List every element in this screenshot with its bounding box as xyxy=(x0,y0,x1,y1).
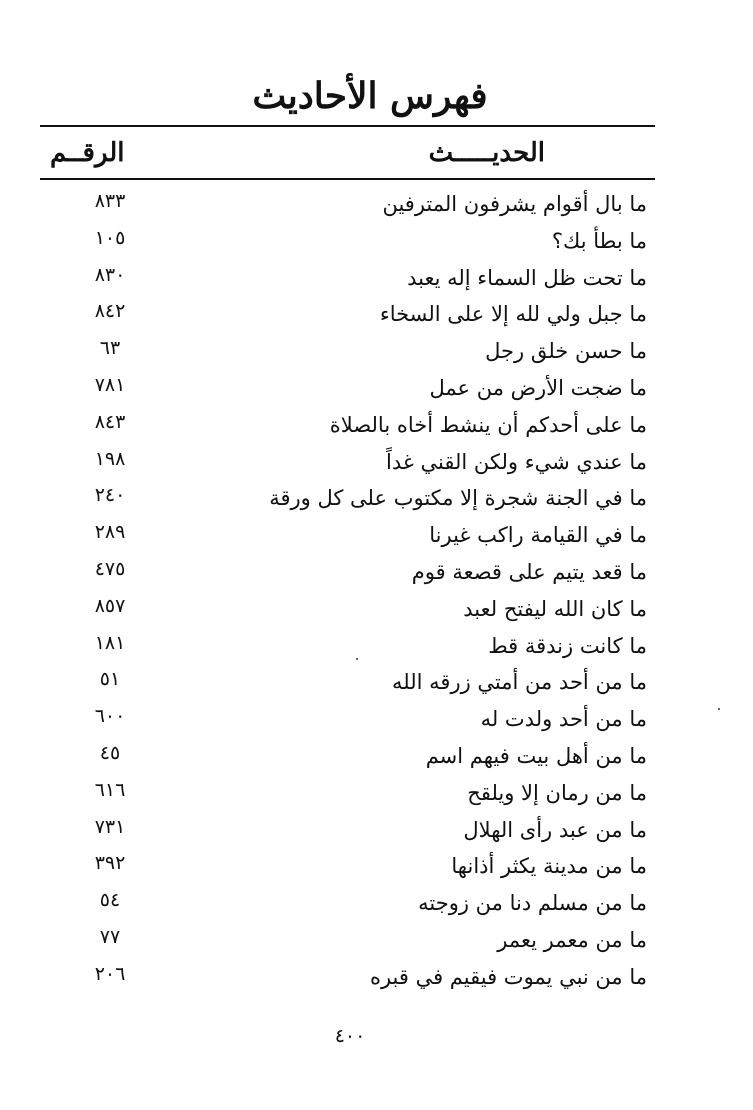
hadith-number: ١٠٥ xyxy=(94,226,126,249)
index-row xyxy=(40,664,655,701)
hadith-text: ما كان الله ليفتح لعبد xyxy=(463,596,647,621)
hadith-number: ٨٣٠ xyxy=(94,263,126,286)
index-row xyxy=(40,738,655,775)
hadith-text: ما في القيامة راكب غيرنا xyxy=(429,523,647,548)
hadith-text: ما من أحد ولدت له xyxy=(480,707,647,732)
print-speck xyxy=(356,658,358,660)
hadith-text: ما ضجت الأرض من عمل xyxy=(429,375,647,400)
index-row xyxy=(40,296,655,333)
index-row xyxy=(40,701,655,738)
hadith-number: ٦١٦ xyxy=(94,778,126,801)
index-row xyxy=(40,480,655,517)
hadith-number: ٨٣٣ xyxy=(94,190,126,212)
hadith-number: ٢٤٠ xyxy=(94,484,126,507)
index-row xyxy=(40,812,655,849)
hadith-number: ١٨١ xyxy=(94,631,126,654)
hadith-number: ٨٤٣ xyxy=(94,410,126,433)
hadith-number: ٧٧ xyxy=(99,925,121,948)
print-speck xyxy=(718,708,720,710)
hadith-number: ٦٣ xyxy=(99,337,121,360)
hadith-number: ٧٣١ xyxy=(94,815,126,838)
hadith-number: ١٩٨ xyxy=(94,447,126,470)
hadith-text: ما حسن خلق رجل xyxy=(485,339,647,364)
header-bottom-rule xyxy=(40,178,655,180)
hadith-text: ما عندي شيء ولكن القني غداً xyxy=(386,449,647,474)
index-row xyxy=(40,333,655,370)
index-row xyxy=(40,775,655,812)
index-row xyxy=(40,591,655,628)
hadith-text: ما تحت ظل السماء إله يعبد xyxy=(407,265,647,290)
hadith-number: ٨٥٧ xyxy=(94,594,126,617)
hadith-number: ٢٨٩ xyxy=(94,521,126,544)
hadith-text: ما من مسلم دنا من زوجته xyxy=(418,891,647,916)
hadith-number: ٧٨١ xyxy=(94,373,126,396)
hadith-number: ٦٠٠ xyxy=(94,705,126,728)
index-row xyxy=(40,517,655,554)
index-row xyxy=(40,260,655,297)
page-number: ٤٠٠ xyxy=(334,1025,366,1047)
hadith-text: ما من عبد رأى الهلال xyxy=(463,817,647,842)
hadith-number: ٨٤٢ xyxy=(94,300,126,323)
hadith-text: ما من أهل بيت فيهم اسم xyxy=(425,743,647,768)
header-top-rule xyxy=(40,125,655,127)
hadith-text: ما بطأ بك؟ xyxy=(551,228,647,253)
index-row xyxy=(40,554,655,591)
hadith-text: ما في الجنة شجرة إلا مكتوب على كل ورقة xyxy=(269,486,647,511)
index-row xyxy=(40,444,655,481)
hadith-number: ٣٩٢ xyxy=(94,852,126,875)
hadith-text: ما كانت زندقة قط xyxy=(488,633,647,658)
hadith-text: ما من رمان إلا ويلقح xyxy=(467,780,647,805)
hadith-text: ما بال أقوام يشرفون المترفين xyxy=(382,192,647,216)
index-row xyxy=(40,223,655,260)
hadith-number: ٤٥ xyxy=(99,741,121,764)
hadith-number: ٥٤ xyxy=(99,889,121,912)
hadith-text: ما من نبي يموت فيقيم في قبره xyxy=(369,964,647,989)
hadith-text: ما من مدينة يكثر أذانها xyxy=(451,854,647,879)
hadith-number: ٥١ xyxy=(99,668,121,691)
hadith-text: ما جبل ولي لله إلا على السخاء xyxy=(379,302,647,327)
index-row xyxy=(40,407,655,444)
index-row xyxy=(40,370,655,407)
hadith-number: ٢٠٦ xyxy=(94,962,126,985)
index-row xyxy=(40,885,655,922)
hadith-column-header: الحديـــــث xyxy=(428,138,545,168)
index-row xyxy=(40,959,655,996)
hadith-text: ما قعد يتيم على قصعة قوم xyxy=(411,559,647,584)
hadith-number: ٤٧٥ xyxy=(94,557,126,580)
index-row xyxy=(40,186,655,223)
hadith-index-list xyxy=(40,186,655,996)
index-row xyxy=(40,922,655,959)
number-column-header: الرقــم xyxy=(50,138,125,168)
index-row xyxy=(40,848,655,885)
index-row xyxy=(40,628,655,665)
hadith-text: ما من أحد من أمتي زرقه الله xyxy=(392,670,647,695)
hadith-text: ما من معمر يعمر xyxy=(497,927,647,952)
table-header xyxy=(40,132,655,174)
hadith-text: ما على أحدكم أن ينشط أخاه بالصلاة xyxy=(329,412,647,437)
page-title: فهرس الأحاديث xyxy=(252,75,488,117)
